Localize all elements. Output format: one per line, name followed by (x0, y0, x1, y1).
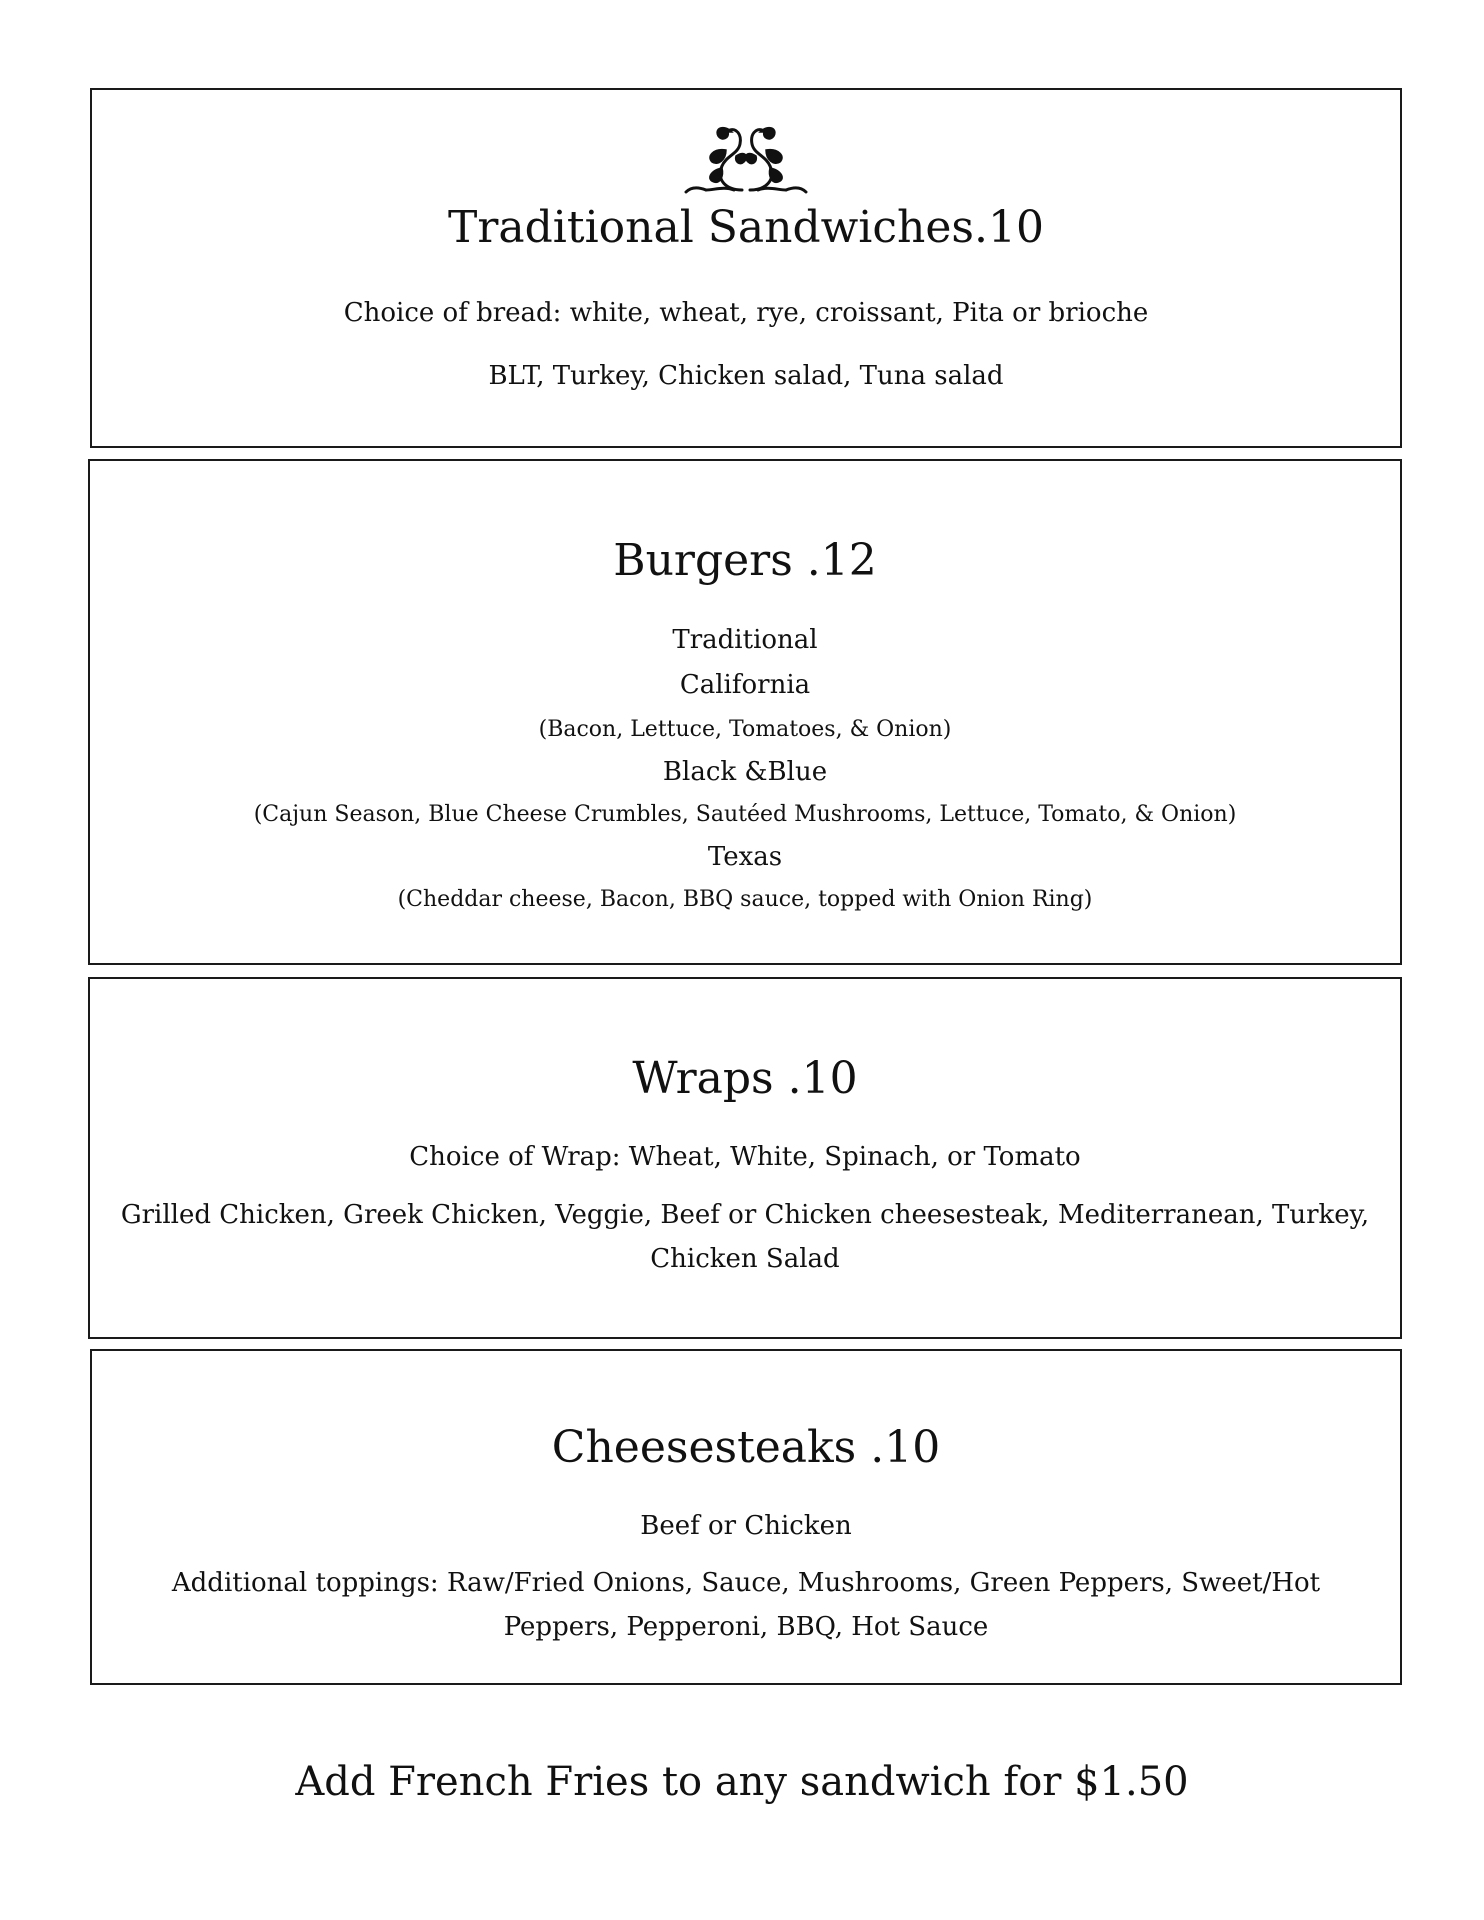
burger-name: Texas (707, 842, 783, 872)
sandwiches-section (90, 88, 1402, 448)
wrap-items-text: Grilled Chicken, Greek Chicken, Veggie, Beef or Chicken cheesesteak, Mediterranean, Turkey, Chicken Salad (120, 1200, 1370, 1274)
bread-choice-text: Choice of bread: white, wheat, rye, croissant, Pita or brioche (343, 298, 1149, 328)
section-title: Burgers .12 (613, 535, 877, 586)
sandwich-items-text: BLT, Turkey, Chicken salad, Tuna salad (488, 361, 1004, 391)
burgers-section (88, 459, 1402, 965)
french-fries-note: Add French Fries to any sandwich for $1.50 (295, 1759, 1189, 1805)
section-title: Wraps .10 (632, 1053, 858, 1104)
cheesesteaks-section (90, 1349, 1402, 1685)
cheesesteak-toppings-text: Additional toppings: Raw/Fried Onions, Sauce, Mushrooms, Green Peppers, Sweet/Hot Peppers, Pepperoni, BBQ, Hot Sauce (171, 1568, 1321, 1642)
burger-name: Black &Blue (662, 757, 828, 787)
floral-flourish-icon (676, 120, 816, 194)
cheesesteak-choice-text: Beef or Chicken (640, 1511, 852, 1541)
section-title: Traditional Sandwiches.10 (448, 202, 1044, 253)
wraps-section (88, 977, 1402, 1339)
burger-description: (Bacon, Lettuce, Tomatoes, & Onion) (538, 717, 952, 742)
burger-description: (Cajun Season, Blue Cheese Crumbles, Sautéed Mushrooms, Lettuce, Tomato, & Onion) (253, 802, 1237, 827)
section-title: Cheesesteaks .10 (551, 1422, 941, 1473)
burger-name: Traditional (672, 625, 818, 655)
burger-description: (Cheddar cheese, Bacon, BBQ sauce, topped with Onion Ring) (397, 887, 1093, 912)
burger-name: California (679, 670, 811, 700)
wrap-choice-text: Choice of Wrap: Wheat, White, Spinach, or Tomato (409, 1142, 1081, 1172)
